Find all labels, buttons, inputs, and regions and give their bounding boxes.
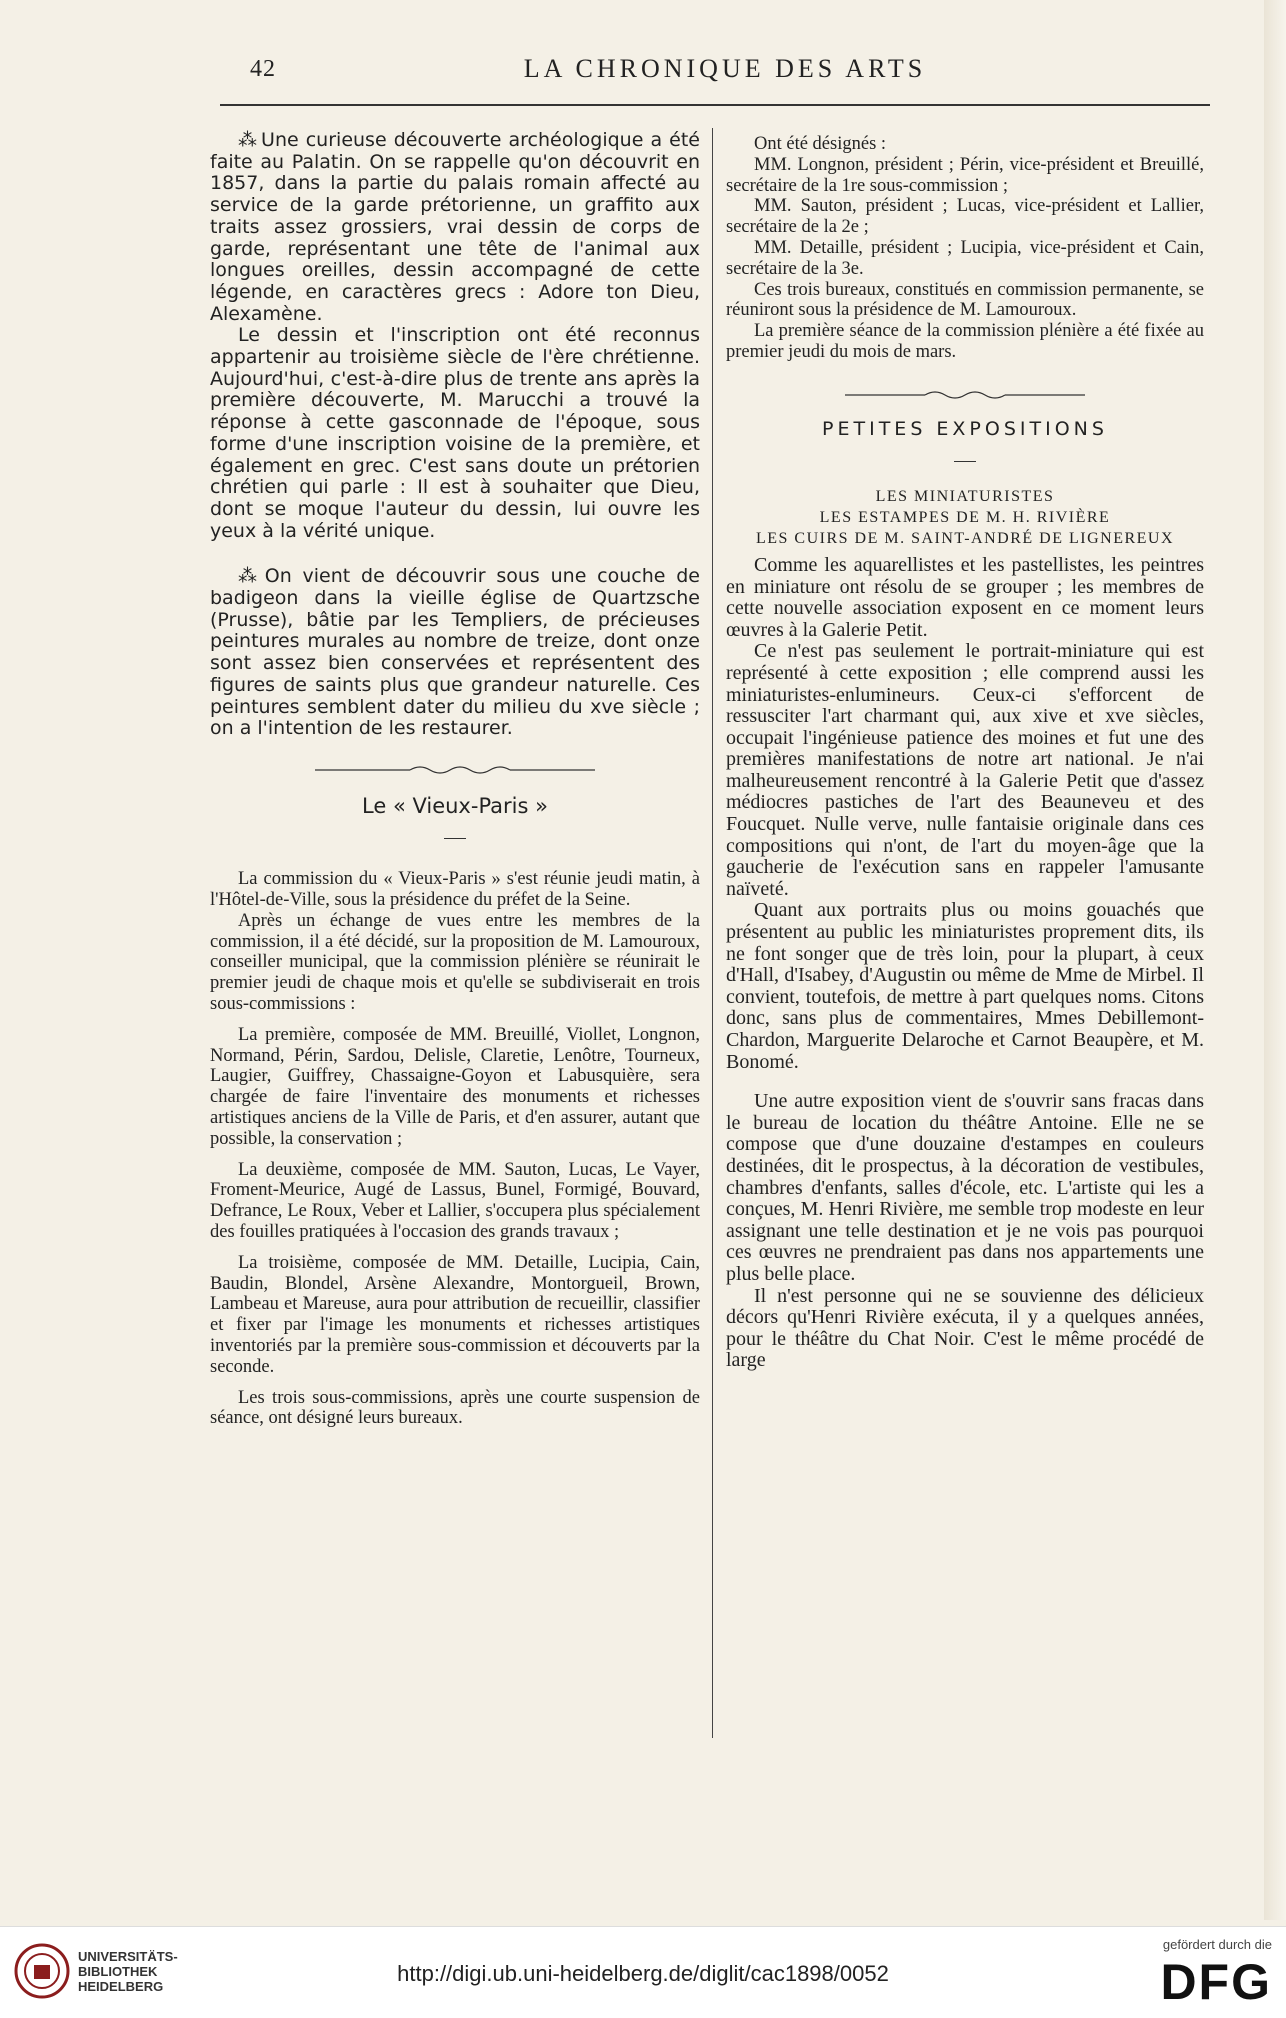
paragraph: La première séance de la commission plénière a été fixée au premier jeudi du mois de mars. bbox=[726, 321, 1204, 362]
paragraph: Ce n'est pas seulement le portrait-miniature qui est représenté à cette exposition ; elle comprend aussi les miniaturistes-enlumineurs. Ceux-ci s'efforcent de ressusciter l'art charmant qui, aux xive et xve siècles, occupait l'ingénieuse patience des moines et fut une des premières manifestations de notre art national. Je n'ai malheureusement rencontré à la Galerie Petit que d'assez médiocres pastiches de l'art des Beauneveu et des Foucquet. Nulle verve, nulle fantaisie originale dans ces compositions qui n'ont, de l'art du moyen-âge que la gaucherie de l'exécution sans en rappeler l'amusante naïveté. bbox=[726, 640, 1204, 900]
asterism-icon: ⁂ bbox=[238, 565, 259, 588]
paragraph: Les trois sous-commissions, après une courte suspension de séance, ont désigné leurs bureaux. bbox=[210, 1387, 700, 1429]
paragraph: Ont été désignés : bbox=[754, 134, 887, 154]
paragraph: Ces trois bureaux, constitués en commission permanente, se réuniront sous la présidence de M. Lamouroux. bbox=[726, 279, 1204, 321]
paragraph bbox=[210, 130, 700, 325]
ornament-divider bbox=[726, 389, 1204, 401]
paragraph: La première, composée de MM. Breuillé, Viollet, Longnon, Normand, Périn, Sardou, Delisle, Claretie, Lenôtre, Tourneux, Laugier, Guiffrey, Chassaigne-Goyon et Labusquière, sera chargée de faire l'inventaire des monuments et richesses artistiques anciens de la Ville de Paris, et d'en assurer, autant que possible, la conservation ; bbox=[210, 1024, 700, 1149]
paragraph: Après un échange de vues entre les membres de la commission, il a été décidé, sur la proposition de M. Lamouroux, conseiller municipal, que la commission plénière se réunirait le premier jeudi de chaque mois et qu'elle se subdiviserait en trois sous-commissions : bbox=[210, 910, 700, 1014]
paragraph: Il n'est personne qui ne se souvienne des délicieux décors qu'Henri Rivière exécuta, il y a quelques années, pour le théâtre du Chat Noir. C'est le même procédé de large bbox=[726, 1284, 1204, 1372]
paragraph: Une autre exposition vient de s'ouvrir sans fracas dans le bureau de location du théâtre Antoine. Elle ne se compose que d'une douzaine d'estampes en couleurs destinées, dit le prospectus, à la décoration de vestibules, chambres d'enfants, salles d'école, etc. L'artiste qui les a conçues, M. Henri Rivière, me semble trop modeste en leur assignant une telle destination et je ne vois pas pourquoi ces œuvres ne prendraient pas dans nos appartements une plus belle place. bbox=[726, 1090, 1204, 1285]
paragraph: MM. Longnon, président ; Périn, vice-président et Breuillé, secrétaire de la 1re sous-commission ; bbox=[726, 154, 1204, 196]
section-title-vieux-paris: Le « Vieux-Paris » bbox=[362, 793, 548, 818]
running-head bbox=[240, 52, 1210, 92]
page-number: 42 bbox=[250, 56, 276, 82]
paragraph: La deuxième, composée de MM. Sauton, Lucas, Le Vayer, Froment-Meurice, Augé de Lassus, Bunel, Formigé, Bouvard, Defrance, Le Roux, Veber et Lallier, s'occupera plus spécialement des fouilles pratiquées à l'occasion des grands travaux ; bbox=[210, 1159, 700, 1242]
title-dash bbox=[726, 450, 1204, 472]
header-rule bbox=[220, 104, 1210, 106]
column-rule bbox=[712, 128, 713, 1738]
subheading: LES CUIRS DE M. SAINT-ANDRÉ DE LIGNEREUX bbox=[755, 529, 1175, 547]
subheading: LES MINIATURISTES bbox=[875, 487, 1055, 505]
ornament-divider bbox=[210, 764, 700, 776]
journal-title: LA CHRONIQUE DES ARTS bbox=[523, 54, 927, 83]
paragraph: Le dessin et l'inscription ont été reconnus appartenir au troisième siècle de l'ère chrétienne. Aujourd'hui, c'est-à-dire plus de trente ans après la première découverte, M. Marucchi a trouvé la réponse à cette gasconnade de l'époque, sous forme d'une inscription voisine de la première, et également en grec. C'est sans doute un prétorien chrétien qui parle : Il est à souhaiter que Dieu, dont se moque l'auteur du dessin, lui ouvre les yeux à la vérité unique. bbox=[210, 324, 700, 542]
paragraph: La commission du « Vieux-Paris » s'est réunie jeudi matin, à l'Hôtel-de-Ville, sous la présidence du préfet de la Seine. bbox=[210, 869, 700, 910]
digitization-footer bbox=[0, 1926, 1286, 2018]
dfg-logo: DFG bbox=[1160, 1954, 1272, 2010]
page-edge bbox=[1264, 0, 1286, 1920]
paragraph: MM. Detaille, président ; Lucipia, vice-président et Cain, secrétaire de la 3e. bbox=[726, 237, 1204, 279]
funded-by-label: gefördert durch die bbox=[1162, 1937, 1272, 1952]
paragraph: La troisième, composée de MM. Detaille, Lucipia, Cain, Baudin, Blondel, Arsène Alexandre, Montorgueil, Brown, Lambeau et Mareuse, aura pour attribution de recueillir, classifier et fixer par l'image les monuments et richesses artistiques inventoriés par la première sous-commission et découverts par la seconde. bbox=[210, 1252, 700, 1377]
paragraph: MM. Sauton, président ; Lucas, vice-président et Lallier, secrétaire de la 2e ; bbox=[726, 196, 1204, 238]
paragraph-text: On vient de découvrir sous une couche de badigeon dans la vieille église de Quartzsche (Prusse), bâtie par les Templiers, de précieuses peintures murales au nombre de treize, dont onze sont assez bien conservées et représentent des figures de saints plus que grandeur naturelle. Ces peintures semblent dater du milieu du xve siècle ; on a l'intention de les restaurer. bbox=[210, 565, 701, 740]
right-column bbox=[726, 134, 1204, 1372]
left-column bbox=[210, 130, 700, 1429]
subheading: LES ESTAMPES DE M. H. RIVIÈRE bbox=[819, 508, 1111, 526]
title-dash bbox=[210, 828, 700, 850]
paragraph: Comme les aquarellistes et les pastellistes, les peintres en miniature ont résolu de se grouper ; les membres de cette nouvelle association exposent en ce moment leurs œuvres à la Galerie Petit. bbox=[726, 553, 1204, 641]
paragraph bbox=[210, 566, 700, 740]
asterism-icon: ⁂ bbox=[238, 129, 256, 151]
paragraph-text: Une curieuse découverte archéologique a été faite au Palatin. On se rappelle qu'on découvrit en 1857, dans la partie du palais romain affecté au service de la garde prétorienne, un graffito aux traits assez grossiers, vrai dessin de corps de garde, représentant une tête de l'animal aux longues oreilles, dessin accompagné de cette légende, en caractères grecs : Adore ton Dieu, Alexamène. bbox=[210, 129, 701, 325]
paragraph: Quant aux portraits plus ou moins gouachés que présentent au public les miniaturistes proprement dits, ils ne font songer que de très loin, pour la plupart, à ceux d'Hall, d'Isabey, d'Augustin ou même de Mme de Mirbel. Il convient, toutefois, de mettre à part quelques noms. Citons donc, sans plus de commentaires, Mmes Debillemont-Chardon, Marguerite Delaroche et Carnot Beaupère, et M. Bonomé. bbox=[726, 899, 1204, 1073]
permalink-url[interactable]: http://digi.ub.uni-heidelberg.de/diglit/cac1898/0052 bbox=[397, 1961, 889, 1986]
section-title-petites-expositions: PETITES EXPOSITIONS bbox=[822, 417, 1108, 440]
institution-name: UNIVERSITÄTS- BIBLIOTHEK HEIDELBERG bbox=[78, 1949, 178, 1994]
